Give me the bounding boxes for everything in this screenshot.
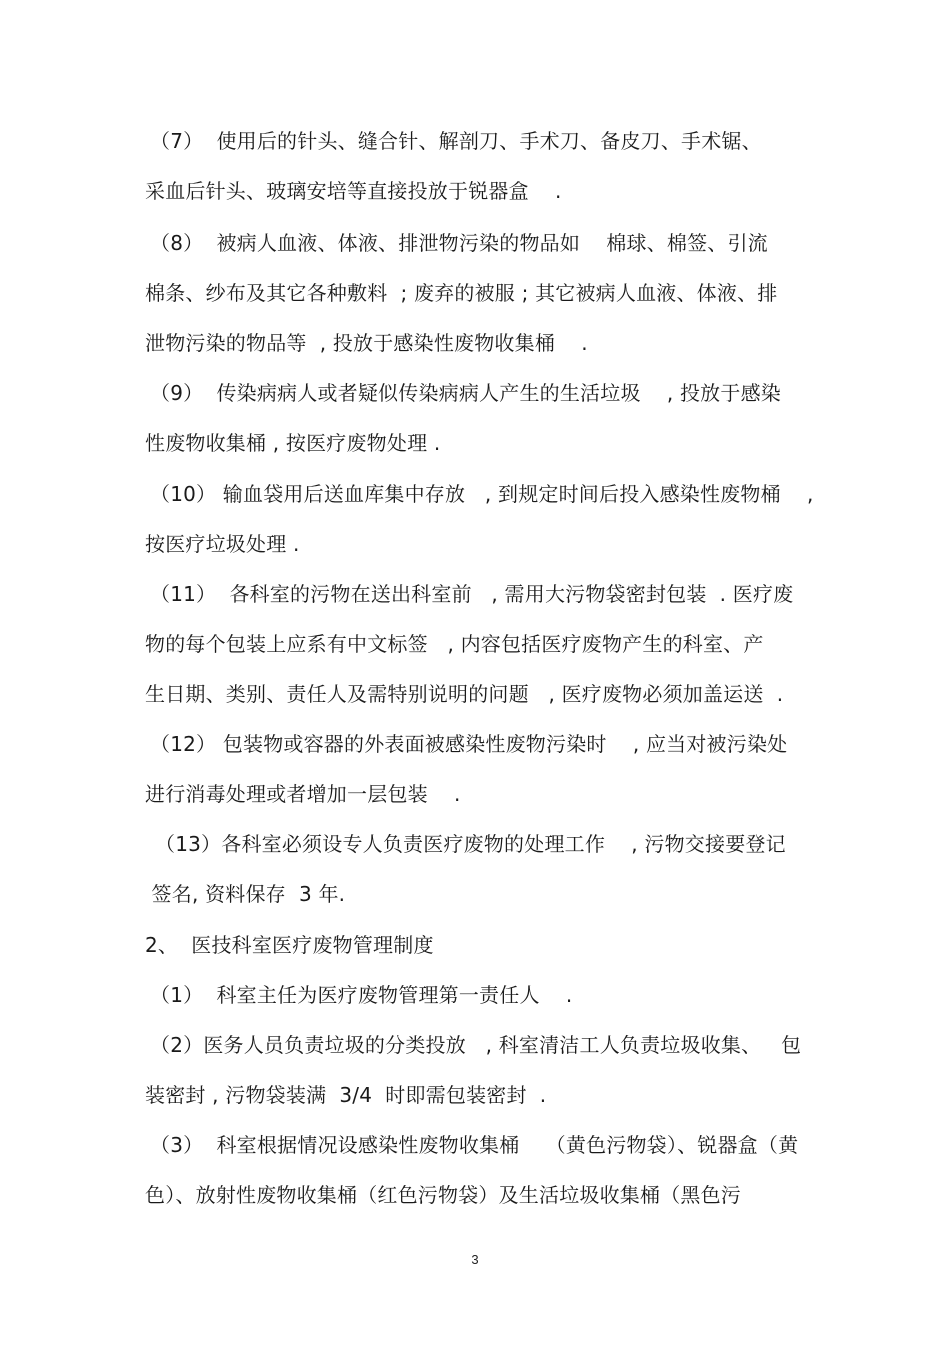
text-line: 进行消毒处理或者增加一层包装 . bbox=[145, 782, 461, 806]
text-line: 生日期、类别、责任人及需特别说明的问题 , 医疗废物必须加盖运送 . bbox=[145, 682, 784, 706]
text-line: 性废物收集桶 , 按医疗废物处理 . bbox=[145, 431, 441, 455]
text-line: 采血后针头、玻璃安培等直接投放于锐器盒 . bbox=[145, 179, 562, 203]
text-line: （11） 各科室的污物在送出科室前 , 需用大污物袋密封包装 . 医疗废 bbox=[150, 582, 794, 606]
text-line: （13）各科室必须设专人负责医疗废物的处理工作 , 污物交接要登记 bbox=[155, 832, 786, 856]
text-line: （1） 科室主任为医疗废物管理第一责任人 . bbox=[150, 983, 573, 1007]
text-line: 签名, 资料保存 3 年. bbox=[145, 882, 346, 906]
text-line: 泄物污染的物品等 , 投放于感染性废物收集桶 . bbox=[145, 331, 588, 355]
text-line: 装密封 , 污物袋装满 3/4 时即需包装密封 . bbox=[145, 1083, 547, 1107]
text-line: （2）医务人员负责垃圾的分类投放 , 科室清洁工人负责垃圾收集、 包 bbox=[150, 1033, 802, 1057]
text-line: （8） 被病人血液、体液、排泄物污染的物品如 棉球、棉签、引流 bbox=[150, 231, 768, 255]
text-line: （9） 传染病病人或者疑似传染病病人产生的生活垃圾 , 投放于感染 bbox=[150, 381, 781, 405]
text-line: 按医疗垃圾处理 . bbox=[145, 532, 300, 556]
text-line: 物的每个包装上应系有中文标签 , 内容包括医疗废物产生的科室、产 bbox=[145, 632, 764, 656]
text-line: 色）、放射性废物收集桶（红色污物袋）及生活垃圾收集桶（黑色污 bbox=[145, 1183, 741, 1207]
section-heading: 2、 医技科室医疗废物管理制度 bbox=[145, 933, 434, 957]
text-line: （12） 包装物或容器的外表面被感染性废物污染时 , 应当对被污染处 bbox=[150, 732, 788, 756]
text-line: （10） 输血袋用后送血库集中存放 , 到规定时间后投入感染性废物桶 , bbox=[150, 482, 814, 506]
text-line: （7） 使用后的针头、缝合针、解剖刀、手术刀、备皮刀、手术锯、 bbox=[150, 129, 762, 153]
text-line: 棉条、纱布及其它各种敷料 ; 废弃的被服 ; 其它被病人血液、体液、排 bbox=[145, 281, 778, 305]
page-number: 3 bbox=[471, 1252, 479, 1267]
text-line: （3） 科室根据情况设感染性废物收集桶 （黄色污物袋）、锐器盒（黄 bbox=[150, 1133, 799, 1157]
